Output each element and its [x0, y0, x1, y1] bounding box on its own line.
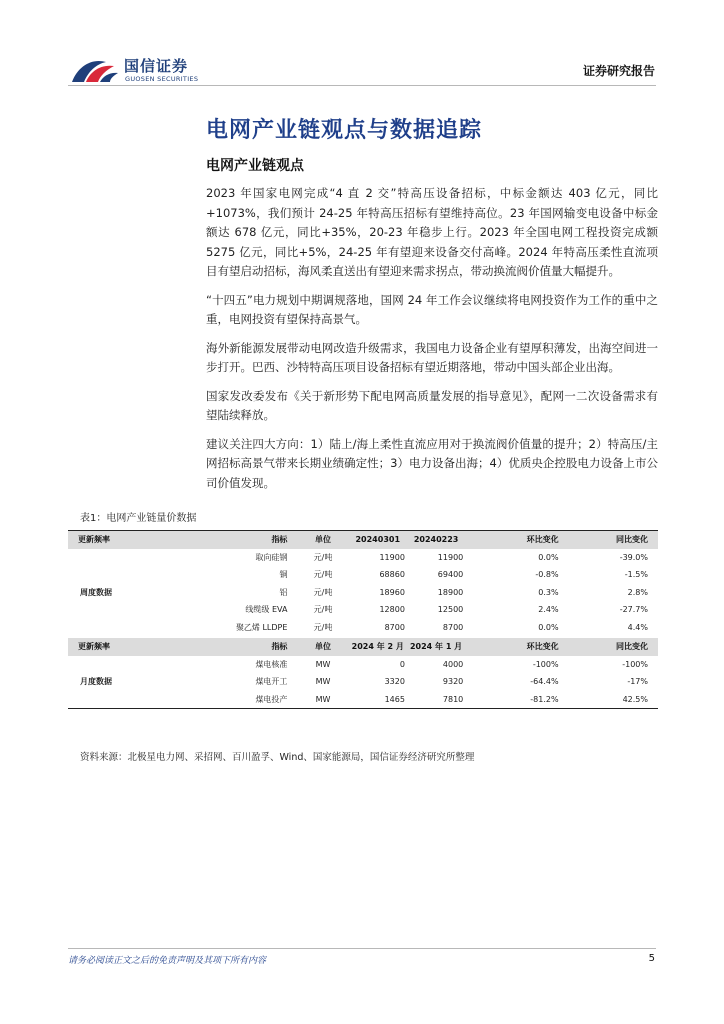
value-cell: 12500	[437, 605, 464, 615]
paragraph: “十四五”电力规划中期调规落地，国网 24 年工作会议继续将电网投资作为工作的重中之重，电网投资有望保持高景气。	[206, 292, 658, 326]
change-cell: 42.5%	[569, 691, 658, 709]
header-cell: 20240301	[351, 531, 409, 549]
indicator-cell: 线缆级 EVA	[245, 605, 288, 615]
guosen-logo-icon	[70, 52, 120, 86]
footer-divider	[68, 948, 656, 949]
value-cell: 11900	[437, 552, 464, 562]
header-cell: 指标	[180, 637, 296, 656]
page-title: 电网产业链观点与数据追踪	[206, 118, 483, 143]
unit-cell: 元/吨	[313, 570, 333, 580]
header-cell: 环比变化	[467, 637, 568, 656]
change-cell: 0.0%	[538, 552, 559, 562]
body-text	[206, 184, 658, 502]
weekly-data-label: 周度数据	[80, 587, 112, 597]
report-type-label: 证券研究报告	[582, 64, 655, 78]
logo-chinese-name: 国信证券	[124, 57, 189, 75]
paragraph: 海外新能源发展带动电网改造升级需求，我国电力设备企业有望厚积薄发，出海空间进一步打开。巴西、沙特特高压项目设备招标有望近期落地，带动中国头部企业出海。	[206, 340, 658, 374]
value-cell: 3320	[384, 677, 405, 687]
change-cell: -39.0%	[619, 552, 648, 562]
header-cell: 更新频率	[68, 531, 180, 549]
paragraph: 建议关注四大方向：1）陆上/海上柔性直流应用对于换流阀价值量的提升；2）特高压/主网招标高景气带来长期业绩确定性；3）电力设备出海；4）优质央企控股电力设备上市公司价值发现。	[206, 436, 658, 490]
table-row	[68, 601, 658, 619]
change-cell: 0.0%	[538, 622, 559, 632]
page-header	[0, 0, 724, 90]
indicator-cell: 铝	[279, 587, 288, 597]
page-number: 5	[648, 953, 655, 964]
change-cell: -81.2%	[467, 691, 568, 709]
value-cell: 69400	[437, 570, 464, 580]
table-header-row	[68, 637, 658, 656]
unit-cell: 元/吨	[313, 552, 333, 562]
unit-cell: 元/吨	[313, 605, 333, 615]
table-row	[68, 691, 658, 709]
monthly-data-label: 月度数据	[80, 677, 112, 687]
value-cell: 7810	[409, 691, 467, 709]
change-cell: -27.7%	[619, 605, 648, 615]
table-header-row	[68, 531, 658, 549]
change-cell: -100%	[532, 659, 559, 669]
indicator-cell: 铜	[279, 570, 288, 580]
value-cell: 8700	[442, 622, 464, 632]
change-cell: 0.3%	[538, 587, 559, 597]
header-cell: 20240223	[409, 531, 467, 549]
value-cell: 0	[399, 659, 405, 669]
value-cell: 11900	[379, 552, 405, 562]
table-row	[68, 549, 658, 567]
indicator-cell: 煤电核准	[255, 659, 288, 669]
change-cell: 2.8%	[627, 587, 648, 597]
value-cell: 12800	[379, 605, 405, 615]
change-cell: -1.5%	[624, 570, 648, 580]
section-title: 电网产业链观点	[206, 158, 304, 174]
price-data-table	[68, 530, 658, 709]
header-divider	[68, 85, 656, 86]
value-cell: 8700	[384, 622, 405, 632]
value-cell: 9320	[442, 677, 464, 687]
change-cell: -100%	[622, 659, 648, 669]
company-logo	[70, 52, 200, 88]
header-cell: 2024 年 1 月	[409, 637, 467, 656]
table-row	[68, 673, 658, 691]
value-cell: 4000	[442, 659, 464, 669]
change-cell: 2.4%	[538, 605, 559, 615]
header-cell: 2024 年 2 月	[351, 637, 409, 656]
unit-cell: MW	[315, 677, 331, 687]
header-cell: 更新频率	[68, 637, 180, 656]
change-cell: -64.4%	[530, 677, 559, 687]
header-cell: 单位	[295, 637, 350, 656]
header-cell: 指标	[180, 531, 296, 549]
table-row	[68, 656, 658, 674]
indicator-cell: 煤电投产	[180, 691, 296, 709]
change-cell: -17%	[627, 677, 648, 687]
footer-disclaimer: 请务必阅读正文之后的免责声明及其项下所有内容	[68, 956, 267, 966]
paragraph: 国家发改委发布《关于新形势下配电网高质量发展的指导意见》，配网一二次设备需求有望陆续释放。	[206, 388, 658, 422]
unit-cell: MW	[295, 691, 350, 709]
indicator-cell: 取向硅钢	[255, 552, 288, 562]
value-cell: 1465	[351, 691, 409, 709]
unit-cell: 元/吨	[313, 587, 333, 597]
header-cell: 同比变化	[569, 637, 658, 656]
header-cell: 同比变化	[569, 531, 658, 549]
table-row	[68, 584, 658, 602]
value-cell: 18900	[437, 587, 464, 597]
header-cell: 单位	[295, 531, 350, 549]
table-row	[68, 566, 658, 584]
indicator-cell: 煤电开工	[255, 677, 288, 687]
table-row	[68, 619, 658, 638]
value-cell: 68860	[379, 570, 405, 580]
change-cell: -0.8%	[535, 570, 559, 580]
data-source-note: 资料来源：北极星电力网、采招网、百川盈孚、Wind、国家能源局，国信证券经济研究所整理	[80, 752, 475, 763]
change-cell: 4.4%	[627, 622, 648, 632]
indicator-cell: 聚乙烯 LLDPE	[235, 622, 288, 632]
paragraph: 2023 年国家电网完成“4 直 2 交”特高压设备招标，中标金额达 403 亿元，同比+1073%，我们预计 24-25 年特高压招标有望维持高位。23 年国网输变电设备中标金额达 678 亿元，同比+35%，20-23 年稳步上行。2023 年全国电网工程投资完成额 5275 亿元，同比+5%，24-25 年有望迎来设备交付高峰。2024 年特高压柔性直流项目有望启动招标，海风柔直送出有望迎来需求拐点，带动换流阀价值量大幅提升。	[206, 186, 658, 278]
header-cell: 环比变化	[467, 531, 568, 549]
unit-cell: 元/吨	[313, 622, 333, 632]
value-cell: 18960	[379, 587, 405, 597]
logo-english-name: GUOSEN SECURITIES	[125, 75, 199, 83]
unit-cell: MW	[315, 659, 331, 669]
table-caption: 表1：电网产业链量价数据	[80, 513, 197, 524]
